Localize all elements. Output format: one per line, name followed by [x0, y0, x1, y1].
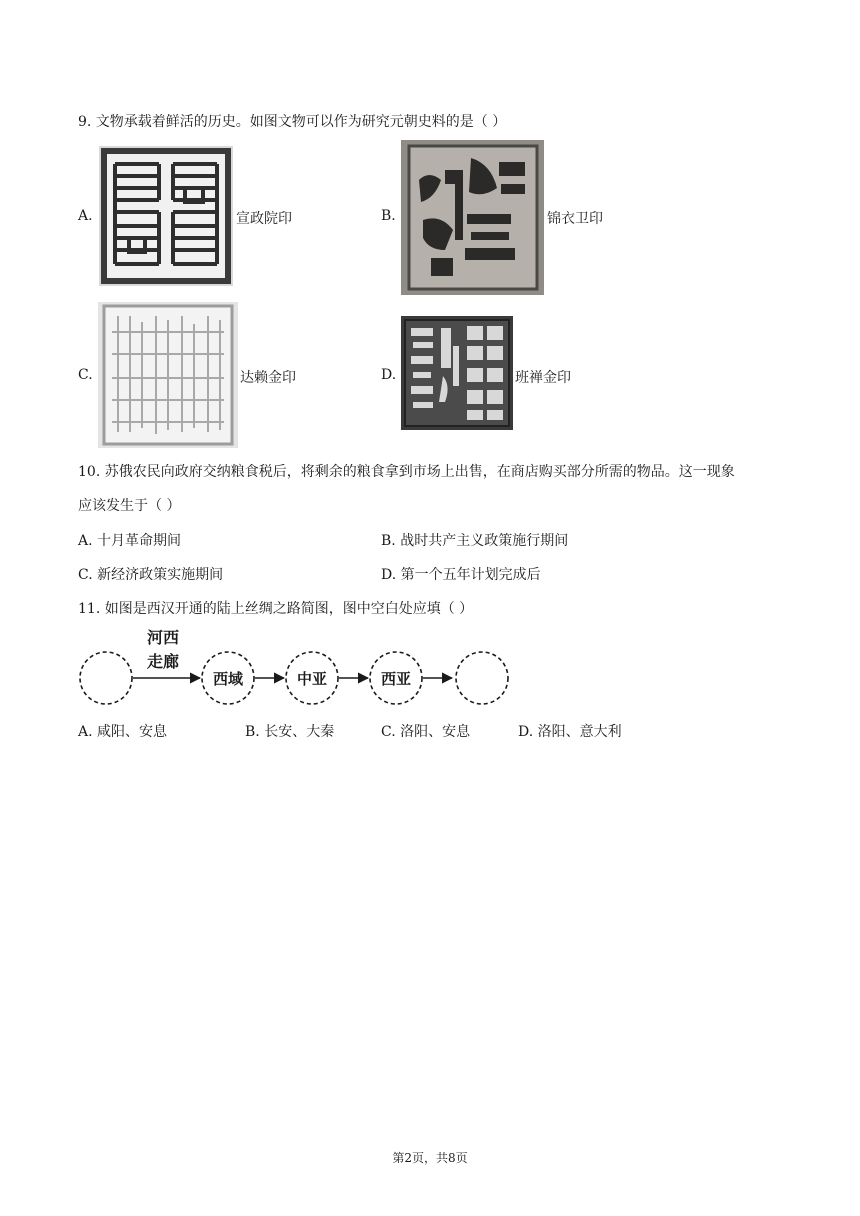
diagram-node-xiyu-label: 西域 [212, 670, 244, 688]
diagram-node-blank-end [456, 652, 508, 704]
q9-option-a-caption: 宣政院印 [236, 211, 292, 227]
q10-option-b: B. 战时共产主义政策施行期间 [381, 533, 569, 549]
faded-seal-icon [98, 302, 238, 448]
q9-option-b-caption: 锦衣卫印 [547, 211, 603, 227]
silk-road-diagram [78, 624, 518, 710]
page-footer: 第2页，共8页 [392, 1151, 468, 1165]
q9-option-d-caption: 班禅金印 [515, 370, 571, 386]
q10-option-c: C. 新经济政策实施期间 [78, 567, 224, 583]
diagram-node-blank-start [80, 652, 132, 704]
q9-option-c-caption: 达赖金印 [240, 370, 296, 386]
q11-option-c: C. 洛阳、安息 [381, 724, 471, 740]
q10-stem-line2: 应该发生于（ ） [78, 498, 181, 514]
q9-option-d-letter: D. [381, 367, 397, 383]
diagram-node-zhongya-label: 中亚 [296, 670, 328, 688]
square-seal-icon [99, 146, 233, 286]
q11-option-a: A. 咸阳、安息 [78, 724, 168, 740]
hexi-label-line2: 走廊 [146, 652, 180, 671]
q9-option-b-letter: B. [381, 208, 396, 224]
q11-option-d: D. 洛阳、意大利 [518, 724, 622, 740]
q9-option-a-letter: A. [78, 208, 93, 224]
q9-stem: 9. 文物承载着鲜活的历史。如图文物可以作为研究元朝史料的是（ ） [78, 114, 507, 130]
diagram-node-xiya-label: 西亚 [380, 670, 412, 688]
dark-seal-icon [401, 316, 513, 430]
q10-stem-line1: 10. 苏俄农民向政府交纳粮食税后，将剩余的粮食拿到市场上出售，在商店购买部分所需的物品。这一现象 [78, 464, 735, 480]
q9-option-c-letter: C. [78, 367, 93, 383]
q11-option-b: B. 长安、大秦 [245, 724, 335, 740]
q10-option-a: A. 十月革命期间 [78, 533, 182, 549]
hexi-label-line1: 河西 [146, 628, 180, 647]
q10-option-d: D. 第一个五年计划完成后 [381, 567, 541, 583]
carved-seal-icon [401, 140, 544, 295]
q11-stem: 11. 如图是西汉开通的陆上丝绸之路简图，图中空白处应填（ ） [78, 601, 474, 617]
